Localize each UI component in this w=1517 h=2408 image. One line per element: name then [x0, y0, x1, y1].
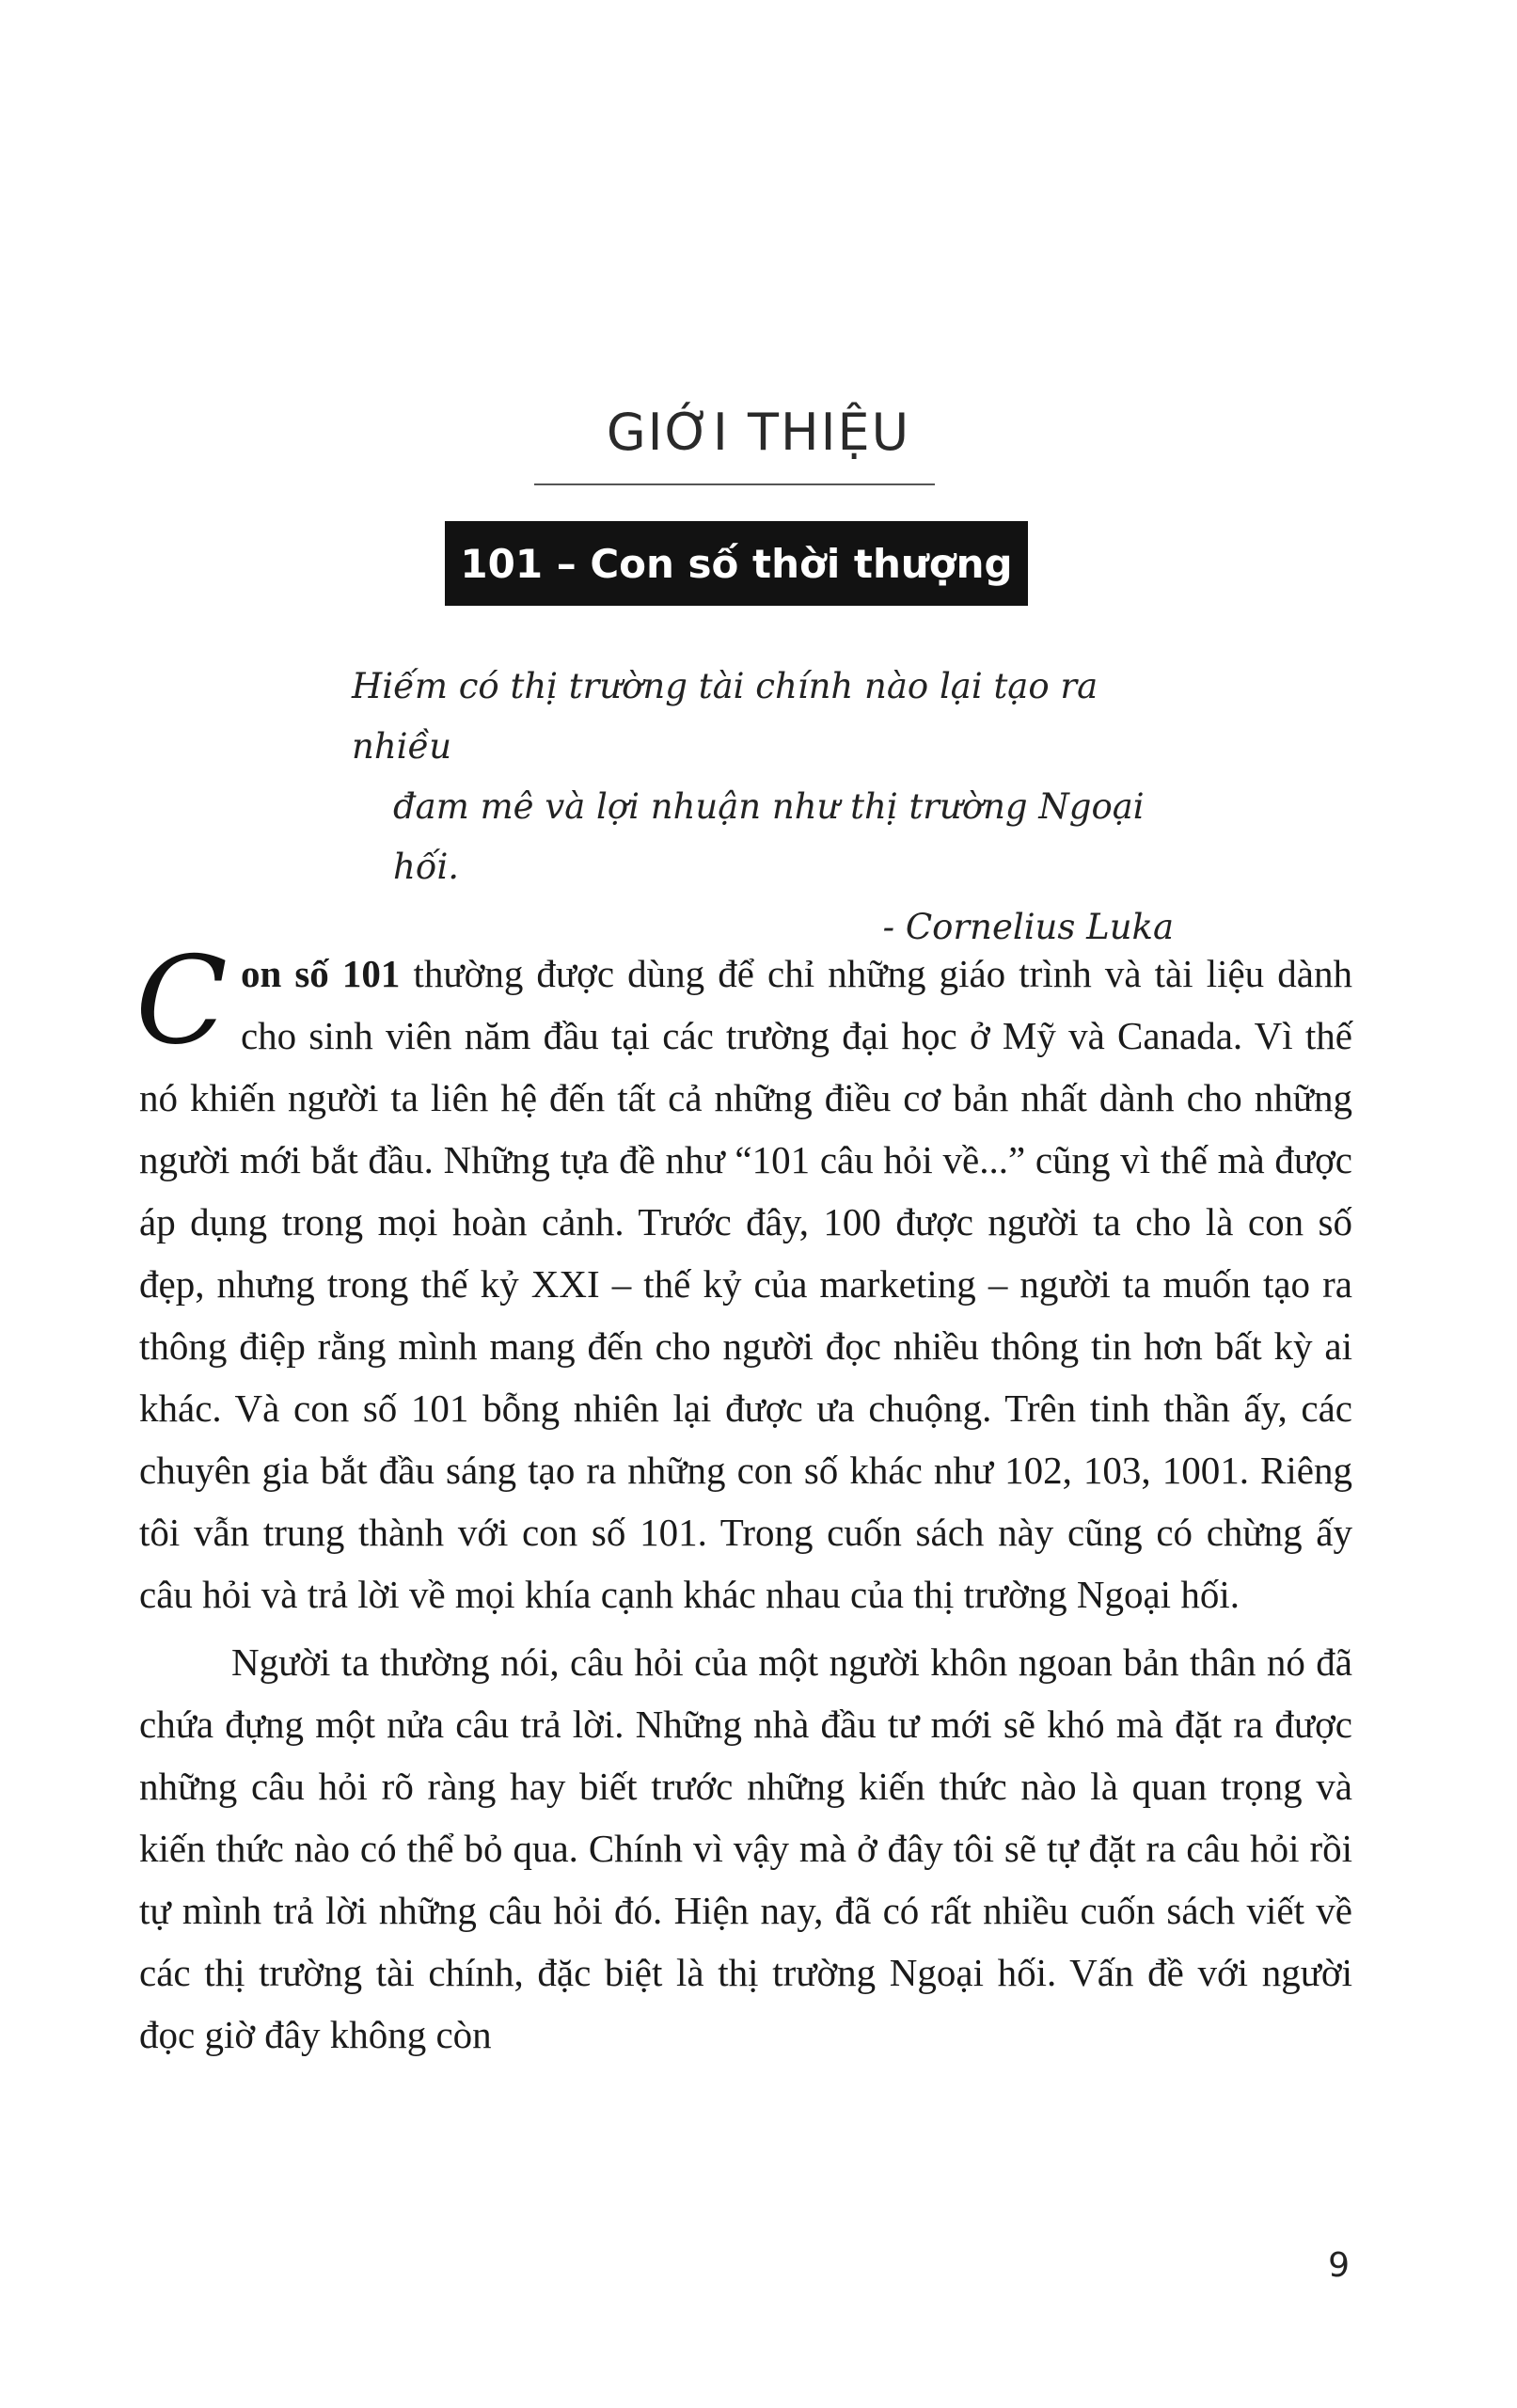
chapter-title-banner [445, 521, 1028, 606]
title-divider [534, 483, 935, 485]
page-number: 9 [1328, 2246, 1350, 2285]
paragraph-1-text: thường được dùng để chỉ những giáo trình và tài liệu dành cho sinh viên năm đầu tại các trường đại học ở Mỹ và Canada. Vì thế nó khiến người ta liên hệ đến tất cả những điều cơ bản nhất dành cho những người mới bắt đầu. Những tựa đề như “101 câu hỏi về...” cũng vì thế mà được áp dụng trong mọi hoàn cảnh. Trước đây, 100 được người ta cho là con số đẹp, nhưng trong thế kỷ XXI – thế kỷ của marketing – người ta muốn tạo ra thông điệp rằng mình mang đến cho người đọc nhiều thông tin hơn bất kỳ ai khác. Và con số 101 bỗng nhiên lại được ưa chuộng. Trên tinh thần ấy, các chuyên gia bắt đầu sáng tạo ra những con số khác như 102, 103, 1001. Riêng tôi vẫn trung thành với con số 101. Trong cuốn sách này cũng có chừng ấy câu hỏi và trả lời về mọi khía cạnh khác nhau của thị trường Ngoại hối. [139, 952, 1352, 1616]
body-text [135, 931, 1352, 2066]
drop-cap: C [135, 931, 228, 1071]
epigraph-line-2: đam mê và lợi nhuận như thị trường Ngoại hối. [393, 786, 1145, 887]
paragraph-2: Người ta thường nói, câu hỏi của một người khôn ngoan bản thân nó đã chứa đựng một nửa câu trả lời. Những nhà đầu tư mới sẽ khó mà đặt ra được những câu hỏi rõ ràng hay biết trước những kiến thức nào là quan trọng và kiến thức nào có thể bỏ qua. Chính vì vậy mà ở đây tôi sẽ tự đặt ra câu hỏi rồi tự mình trả lời những câu hỏi đó. Hiện nay, đã có rất nhiều cuốn sách viết về các thị trường tài chính, đặc biệt là thị trường Ngoại hối. Vấn đề với người đọc giờ đây không còn [139, 1640, 1352, 2056]
lead-bold-text: on số 101 [240, 952, 401, 995]
epigraph-attribution: - Cornelius Luka [882, 907, 1174, 947]
section-title: GIỚI THIỆU [606, 403, 911, 462]
paragraph-1 [135, 931, 1352, 1625]
epigraph [348, 657, 1176, 958]
chapter-title: 101 – Con số thời thượng [460, 540, 1013, 587]
epigraph-line-1: Hiếm có thị trường tài chính nào lại tạo ra nhiều [352, 666, 1098, 767]
